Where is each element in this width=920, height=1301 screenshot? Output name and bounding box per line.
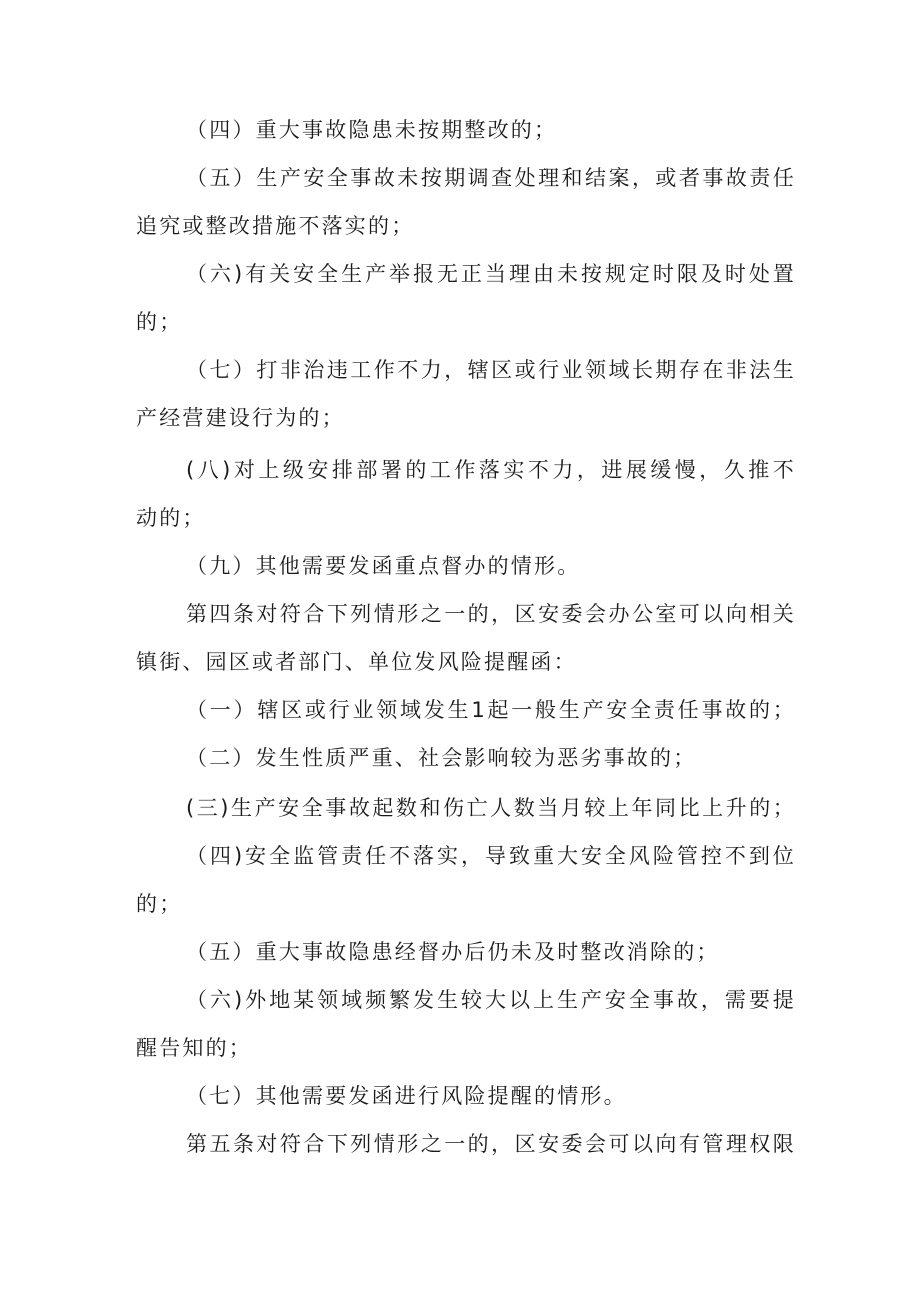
paragraph-line: （七）打非治违工作不力，辖区或行业领域长期存在非法生 <box>186 358 796 382</box>
paragraph-line: 动的； <box>136 506 206 530</box>
paragraph-line: 追究或整改措施不落实的； <box>136 214 415 238</box>
paragraph-line: （六)有关安全生产举报无正当理由未按规定时限及时处置 <box>186 262 796 286</box>
article-heading-line: 第五条对符合下列情形之一的，区安委会可以向有管理权限 <box>186 1132 796 1156</box>
paragraph-line: （二）发生性质严重、社会影响较为恶劣事故的； <box>186 746 697 770</box>
paragraph-line: 的； <box>136 892 183 916</box>
paragraph-line: 镇街、园区或者部门、单位发风险提醒函： <box>136 650 577 674</box>
paragraph-line: (三)生产安全事故起数和伤亡人数当月较上年同比上升的； <box>186 796 796 820</box>
paragraph-line: 的； <box>136 310 183 334</box>
paragraph-line: （六)外地某领域频繁发生较大以上生产安全事故，需要提 <box>186 988 796 1012</box>
paragraph-line: （一）辖区或行业领域发生1起一般生产安全责任事故的； <box>186 698 796 722</box>
paragraph-line: 醒告知的； <box>136 1036 252 1060</box>
paragraph-line: （五）重大事故隐患经督办后仍未及时整改消除的； <box>186 940 720 964</box>
paragraph-line: （四)安全监管责任不落实，导致重大安全风险管控不到位 <box>186 844 796 868</box>
paragraph-line: （七）其他需要发函进行风险提醒的情形。 <box>186 1084 627 1108</box>
paragraph-line: （四）重大事故隐患未按期整改的； <box>186 118 558 142</box>
paragraph-line: （五）生产安全事故未按期调查处理和结案，或者事故责任 <box>186 166 796 190</box>
article-heading-line: 第四条对符合下列情形之一的，区安委会办公室可以向相关 <box>186 602 796 626</box>
paragraph-line: (八)对上级安排部署的工作落实不力，进展缓慢，久推不 <box>186 458 796 482</box>
paragraph-line: （九）其他需要发函重点督办的情形。 <box>186 554 581 578</box>
paragraph-line: 产经营建设行为的； <box>136 406 345 430</box>
